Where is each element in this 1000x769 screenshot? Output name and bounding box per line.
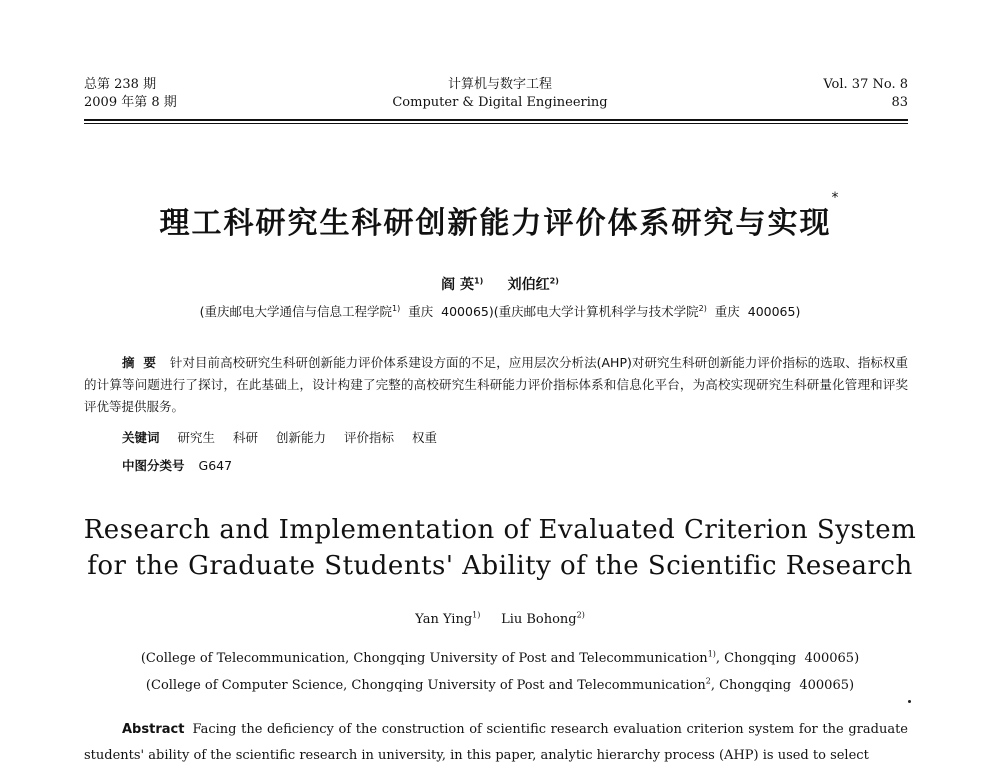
keyword-term: 研究生 [177,430,216,445]
keyword-term: 评价指标 [344,430,395,445]
affiliation-en-1-text: (College of Telecommunication, Chongqing University of Post and Telecommunication [140,651,708,666]
authors-cn [0,274,1000,294]
authors-en [0,612,1000,627]
affiliation-en-2-text: (College of Computer Science, Chongqing University of Post and Telecommunication [145,678,706,693]
author-cn-2-sup: 2) [549,276,559,286]
page-number: 83 [891,95,908,110]
affiliation-cn-sup1: 1) [392,303,401,313]
affiliation-cn-part2: 重庆 400065)(重庆邮电大学计算机科学与技术学院 [400,304,699,319]
title-en-line1: Research and Implementation of Evaluated Criterion System [83,515,917,545]
journal-name-cn: 计算机与数字工程 [447,77,552,92]
abstract-cn [84,352,908,418]
author-en-2-sup: 2) [576,610,585,620]
clc-value: G647 [198,458,233,473]
scan-artifact-dot [908,700,911,703]
title-en-line2: for the Graduate Students' Ability of the Scientific Research [87,551,913,581]
affiliation-en-2-tail: , Chongqing 400065) [710,678,855,693]
issue-total: 总第 238 期 [84,77,157,92]
author-en-1: Yan Ying [415,612,473,627]
affiliation-cn-sup2: 2) [698,303,707,313]
classification-number [122,456,232,474]
abstract-cn-label: 摘 要 [122,355,156,370]
title-cn-text: 理工科研究生科研创新能力评价体系研究与实现 [159,206,832,241]
abstract-en-text: Facing the deficiency of the construction of scientific research evaluation criterion system for the graduate students' ability of the scientific research in university, in this paper, analytic hierarchy process (AHP) is used to select [84,722,908,763]
affiliation-en-2 [0,678,1000,693]
affiliation-cn-part3: 重庆 400065) [706,304,801,319]
paper-title-en [0,512,1000,584]
abstract-en [84,717,908,769]
paper-title-cn [0,190,1000,242]
keyword-term: 科研 [233,430,259,445]
affiliation-en-1-sup: 1) [707,649,716,659]
keywords-cn [122,428,451,446]
abstract-en-label: Abstract [122,722,185,737]
journal-name-en: Computer & Digital Engineering [392,95,608,110]
affiliation-cn [0,302,1000,320]
author-cn-1-sup: 1) [474,276,484,286]
author-en-1-sup: 1) [472,610,481,620]
header-rule-thin [84,123,908,124]
author-cn-1: 阎 英 [441,277,475,293]
author-en-2: Liu Bohong [501,612,577,627]
affiliation-cn-part1: (重庆邮电大学通信与信息工程学院 [199,304,393,319]
title-footnote-mark: * [831,190,841,206]
clc-label: 中图分类号 [122,458,185,473]
affiliation-en-1 [0,651,1000,666]
abstract-cn-text: 针对目前高校研究生科研创新能力评价体系建设方面的不足，应用层次分析法(AHP)对研究生科研创新能力评价指标的选取、指标权重的计算等问题进行了探讨，在此基础上，设计构建了完整的高校研究生科研能力评价指标体系和信息化平台，为高校实现研究生科研量化管理和评奖评优等提供服务。 [84,355,908,414]
keywords-label: 关键词 [122,430,160,445]
header-rule-thick [84,119,908,121]
affiliation-en-2-sup: 2 [705,676,711,686]
volume-number: Vol. 37 No. 8 [823,77,908,92]
volume-info [823,76,908,112]
keyword-term: 权重 [412,430,438,445]
author-cn-2: 刘伯红 [507,277,550,293]
issue-year: 2009 年第 8 期 [84,95,177,110]
affiliation-en-1-tail: , Chongqing 400065) [715,651,860,666]
keyword-term: 创新能力 [276,430,327,445]
